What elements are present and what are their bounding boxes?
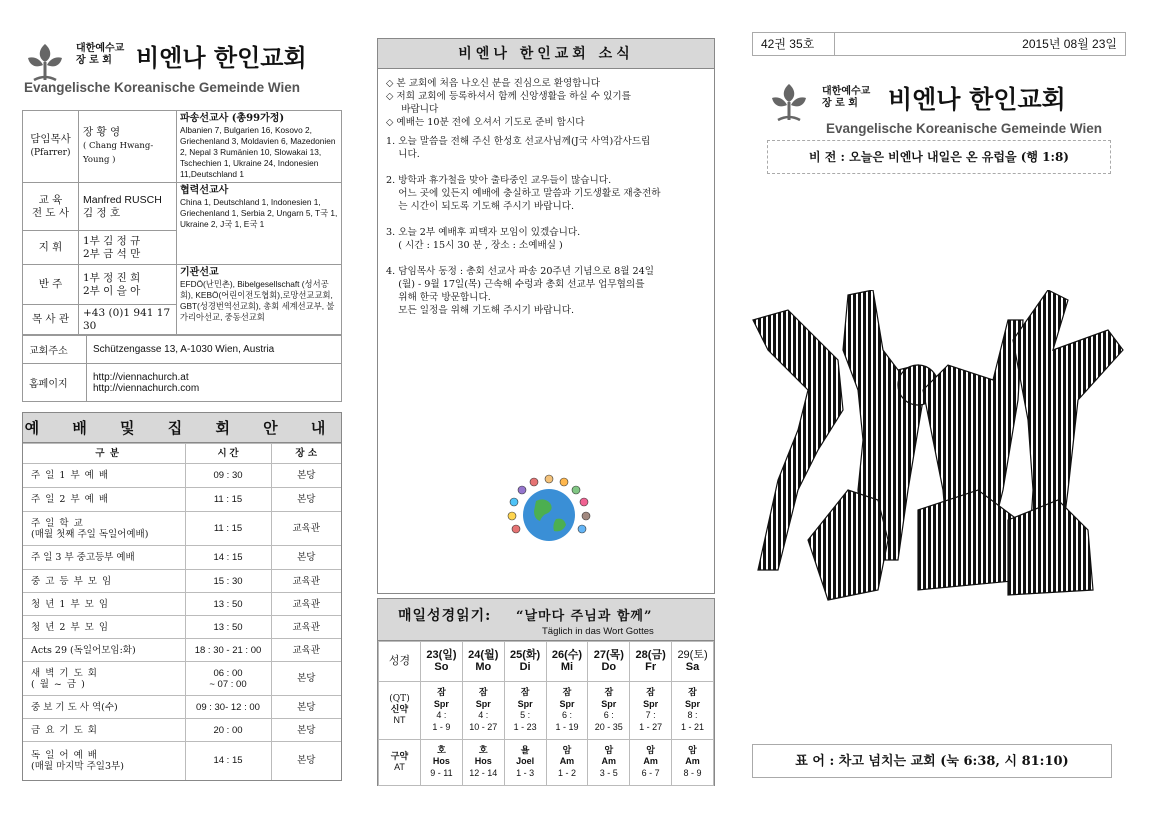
staff-table [22,110,342,335]
news-line: 위해 한국 방문합니다. [386,292,491,303]
staff-name-accompanist: 1부 정 진 희 2부 이 을 아 [79,265,177,305]
staff-phone-manse: +43 (0)1 941 17 30 [79,305,177,335]
nt-label: (QT) 신약 NT [379,682,421,740]
worship-row: 주 일 1 부 예 배 09 : 30 본당 [23,464,341,488]
motto-statement: 표 어 : 차고 넘치는 교회 (눅 6:38, 시 81:10) [752,744,1112,778]
issue-bar [752,32,1126,56]
issue-date: 2015년 08월 23일 [1022,37,1117,51]
worship-row: 주 일 학 교 (매월 첫째 주일 독일어예배) 11 : 15 교육관 [23,512,341,546]
church-info-table [22,335,342,402]
nt-reading: 잠 Spr 4 : 1 - 9 [421,682,463,740]
news-line: 2. 방학과 휴가철을 맞아 출타중인 교우들이 많습니다. [386,175,612,186]
nt-reading: 잠 Spr 7 : 1 - 27 [630,682,672,740]
news-line: 어느 곳에 있든지 예배에 충실하고 말씀과 기도생활로 재충전하 [386,188,661,199]
staff-name-pastor: 장 황 영 ( Chang Hwang-Young ) [79,111,177,183]
worship-header-time: 시 간 [185,444,271,464]
worship-row: 중 보 기 도 사 역(수) 09 : 30- 12 : 00 본당 [23,696,341,719]
organization-missions: 기관선교 EFDÖ(난민촌), Bibelgesellschaft (성서공회), KEBÖ(어린이전도협회),로망선교교회, GBT(성경번역선교회), 총회 세계선교부, 불가리아선교, 중동선교회 [177,265,342,335]
church-name-ko: 비엔나 한인교회 [136,44,307,72]
ot-label: 구약 AT [379,740,421,786]
issue-volume: 42권 35호 [753,33,835,55]
ot-reading: 암 Am 8 - 9 [672,740,714,786]
worship-row: 금 요 기 도 회 20 : 00 본당 [23,719,341,742]
website-label: 홈페이지 [23,364,87,402]
nt-reading: 잠 Spr 8 : 1 - 21 [672,682,714,740]
worship-row: 중 고 등 부 모 임 15 : 30 교육관 [23,570,341,593]
church-name-de: Evangelische Koreanische Gemeinde Wien [24,80,300,95]
news-panel [377,38,715,594]
worship-header-type: 구 분 [23,444,185,464]
bible-reading-header [378,599,714,641]
worship-header-place: 장 소 [271,444,341,464]
nt-reading: 잠 Spr 6 : 20 - 35 [588,682,630,740]
worship-row: 청 년 1 부 모 임 13 : 50 교육관 [23,593,341,616]
news-line: 3. 오늘 2부 예배후 피택자 모임이 있겠습니다. [386,227,581,238]
bible-reading-title: 매일성경읽기: [398,608,492,624]
bible-day: 27(목) Do [588,642,630,682]
staff-name-conductor: 1부 김 정 규 2부 금 석 만 [79,231,177,265]
denomination-line2: 장 로 회 [76,55,112,66]
globe-children-image [496,471,602,551]
address-value: Schützengasse 13, A-1030 Wien, Austria [87,336,342,364]
bible-reading-subtitle: “날마다 주님과 함께” [516,609,653,624]
staff-role-manse: 목 사 관 [23,305,79,335]
website-link-at[interactable]: http://viennachurch.at [93,371,189,383]
ot-reading: 암 Am 1 - 2 [546,740,588,786]
bible-row-label: 성경 [379,642,421,682]
church-header-right [766,80,1126,136]
denomination-line1: 대한예수교 [822,86,871,97]
nt-reading: 잠 Spr 5 : 1 - 23 [504,682,546,740]
news-line: ◇ 본 교회에 처음 나오신 분을 진심으로 환영합니다 [386,78,601,89]
bible-day: 25(화) Di [504,642,546,682]
news-line: 1. 오늘 말씀을 전해 주신 한성호 선교사님께(J국 사역)감사드립 [386,136,651,147]
denomination-line1: 대한예수교 [76,43,125,54]
ot-reading: 암 Am 6 - 7 [630,740,672,786]
dispatch-missionaries: 파송선교사 (총99가정) Albanien 7, Bulgarien 16, Kosovo 2, Griechenland 3, Moldavien 6, Mazedonien 2, Nepal 3 Rumänien 10, Slowakai 13, Tschechien 1, Ukraine 24, Indonesien 11,Deutschland 1 [177,111,342,183]
church-name-de: Evangelische Koreanische Gemeinde Wien [826,121,1102,136]
worship-schedule-title: 예 배 및 집 회 안 내 [23,413,341,443]
denomination-line2: 장 로 회 [822,98,858,109]
bible-reading-panel [377,598,715,786]
church-logo-icon [766,80,812,126]
worship-row: 주 일 2 부 예 배 11 : 15 본당 [23,488,341,512]
worship-row: 청 년 2 부 모 임 13 : 50 교육관 [23,616,341,639]
address-label: 교회주소 [23,336,87,364]
worship-row: 주 일 3 부 중고등부 예배 14 : 15 본당 [23,546,341,570]
staff-role-conductor: 지 휘 [23,231,79,265]
bible-reading-subtitle-de: Täglich in das Wort Gottes [542,626,654,637]
website-values [87,364,342,402]
partner-missionaries: 협력선교사 China 1, Deutschland 1, Indonesien 1, Griechenland 1, Serbia 2, Ungarn 5, T국 1, Ukraine 2, J국 1, E국 1 [177,183,342,265]
praise-woodcut-illustration [748,290,1128,620]
news-line: 는 시간이 되도록 기도해 주시기 바랍니다. [386,201,575,212]
church-header-left [22,40,342,96]
news-line: ( 시간 : 15시 30 분 , 장소 : 소예배실 ) [386,240,563,251]
bible-day: 24(월) Mo [462,642,504,682]
ot-reading: 호 Hos 12 - 14 [462,740,504,786]
staff-role-pastor: 담임목사 (Pfarrer) [23,111,79,183]
worship-row: Acts 29 (독일어모임:화) 18 : 30 - 21 : 00 교육관 [23,639,341,662]
news-line: 4. 담임목사 동정 : 총회 선교사 파송 20주년 기념으로 8월 24일 [386,266,655,277]
church-name-ko: 비엔나 한인교회 [888,85,1066,114]
vision-statement: 비 전 : 오늘은 비엔나 내일은 온 유럽을 (행 1:8) [767,140,1111,174]
ot-reading: 호 Hos 9 - 11 [421,740,463,786]
ot-reading: 욜 Joel 1 - 3 [504,740,546,786]
news-line: 니다. [386,149,420,160]
nt-reading: 잠 Spr 4 : 10 - 27 [462,682,504,740]
nt-reading: 잠 Spr 6 : 1 - 19 [546,682,588,740]
bible-day: 26(수) Mi [546,642,588,682]
staff-name-education: Manfred RUSCH 김 정 호 [79,183,177,231]
news-line: (월) - 9월 17일(목) 근속해 수렁과 총회 선교부 업무협의를 [386,279,645,290]
ot-reading: 암 Am 3 - 5 [588,740,630,786]
staff-role-accompanist: 반 주 [23,265,79,305]
bible-day: 28(금) Fr [630,642,672,682]
worship-schedule [22,412,342,781]
news-line: 모든 일정을 위해 기도해 주시기 바랍니다. [386,305,575,316]
bible-day: 23(일) So [421,642,463,682]
news-body [378,69,714,317]
news-line: ◇ 예배는 10분 전에 오셔서 기도로 준비 합시다 [386,117,585,128]
worship-row: 독 일 어 예 배 (매월 마지막 주일3부) 14 : 15 본당 [23,742,341,780]
worship-row: 새 벽 기 도 회 ( 월 ~ 금 ) 06 : 00 ~ 07 : 00 본당 [23,662,341,696]
bible-day: 29(토) Sa [672,642,714,682]
news-line: 바랍니다 [386,104,439,115]
news-line: ◇ 저희 교회에 등록하셔서 함께 신앙생활을 하실 수 있기를 [386,91,631,102]
staff-role-education: 교 육 전 도 사 [23,183,79,231]
news-title: 비엔나 한인교회 소식 [378,39,714,69]
website-link-com[interactable]: http://viennachurch.com [93,382,200,394]
